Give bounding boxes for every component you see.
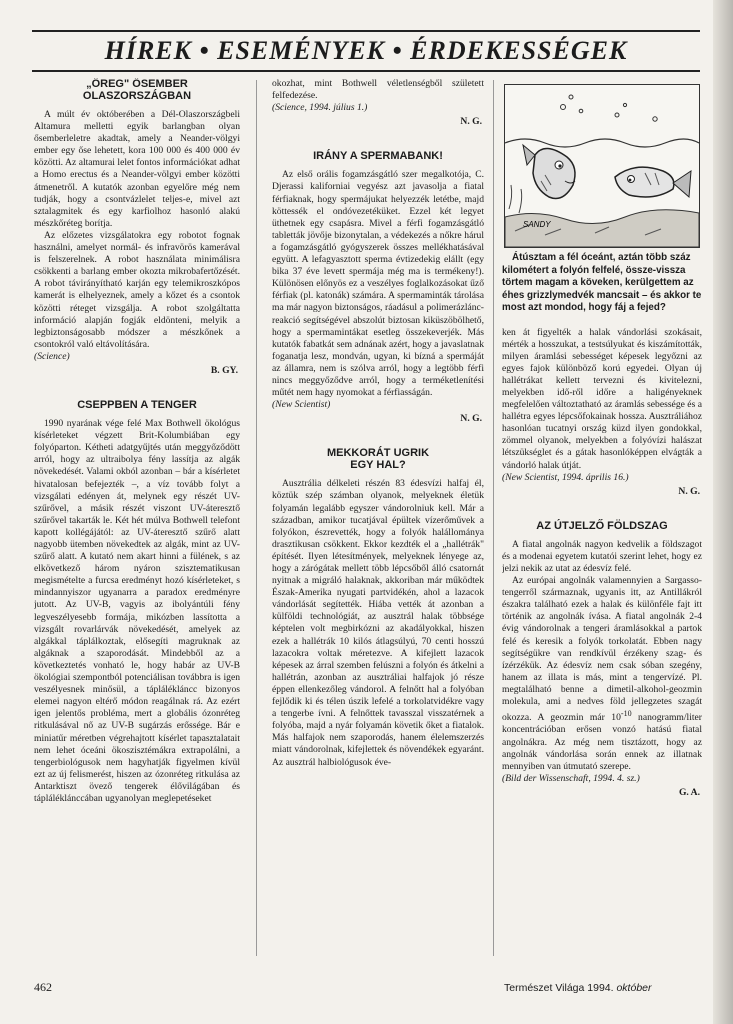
author-signature: N. G. [460, 413, 482, 425]
column-divider-1 [256, 80, 257, 956]
title-line-2: OLASZORSZÁGBAN [82, 90, 192, 102]
article-paragraph: Az előzetes vizsgálatokra egy robotot fognak használni, amelyet normál- és infravörös kamerával is felszerelnek. A robot használata minimálisra csökkenti a barlang ember okozta mikrobafertőzését. A robot távirányítható karján egy telemikroszkópos kamerát is elhelyeznek, amely a kőzet és a csontok közötti réteget vizsgálja. A robot szolgáltatta információ alapján fogják eldönteni, melyik a legbiztonságosabb módszer a mészkőnek a csontokról való eltávolítására. [34, 229, 240, 350]
cartoonist-signature: SANDY [523, 220, 551, 229]
article-title-oreg-osember [34, 78, 240, 102]
page-edge-shadow [713, 0, 733, 1024]
article-source: (Bild der Wissenschaft, 1994. 4. sz.) [502, 772, 640, 784]
article-paragraph: Az első orális fogamzásgátló szer megalkotója, C. Djerassi kaliforniai vegyész azt javasolja a fiatal férfiaknak, hogy spermájukat helyezzék letétbe, majd köttessék el ondóvezetéküket. Ezzel két legyet üthetnek egy csapásra. Mivel a férfi fogamzásgátló tabletták jövője bizonytalan, a védekezés a nőkre hárul a fogamzásgátló gyógyszerek összes mellékhatásával együtt. A lefagyasztott sperma évtizedekig elállt (egy bika 37 éve levett spermája még ma is termékeny!). Különösen előnyös ez a veszélyes foglalkozásokat űző férfiak (pl. katonák) számára. A spermaminták tárolása ma már nagyon biztonságos, ráadásul a polimerázlánc-reakció segítségével abszolút biztosan kiküszöbölhető, hogy a spermamintákat esetleg összekeverjék. Más kutatók fabatkát sem adnának azért, hogy a javaslatnak foganatja lesz, mondván, ugyan, ki bízná a spermáját az államra, nem is szólva arról, hogy a legtöbb férfi nincs meggyőződve arról, hogy a terméketlenítési műtét nem hagy nyomokat a férfiasságán. [272, 169, 484, 399]
article-source: (Science) [34, 350, 70, 362]
author-signature: G. A. [678, 786, 700, 798]
journal-name: Természet Világa 1994. [504, 982, 614, 994]
author-signature: N. G. [460, 116, 482, 128]
exponent: -10 [620, 709, 632, 719]
article-source: (Science, 1994. július 1.) [272, 102, 368, 114]
author-signature: B. GY. [210, 364, 238, 376]
journal-footer [504, 982, 652, 994]
paragraph-text-end: nanogramm/liter koncentrációban erősen vonzó hatású fiatal angolnákra. Az még nem tisztázott, hogy az angolnák vándorlása során ennek az illatnak mennyiben van útmutató szerepe. [502, 712, 702, 772]
article-title-cseppben: CSEPPBEN A TENGER [77, 399, 197, 412]
title-line-2: EGY HAL? [350, 459, 406, 472]
column-2 [272, 78, 484, 960]
column-3 [502, 78, 702, 960]
fish-cartoon-illustration [504, 84, 700, 248]
article-source: (New Scientist) [272, 399, 331, 411]
paragraph-text: Az európai angolnák valamennyien a Sargasso-tengerről származnak, ugyanis itt, az Antillákról északra található ezek a halak és különféle fajt itt történik az angolnák ívása. A fiatal angolnák 2-4 évig vándorolnak a tengeri áramlásokkal a partok felé és keresik a folyók torkolatát. Ebben nagy segítségükre van rendkívül érzékeny szag- és ízérzékük. Az édesvíz nem csak sóban szegény, hanem az illata is más, mint a tengervízé. Pl. megtalálható benne a dimetil-alkohol-geozmin molekula, ami a nedves föld jellegzetes szagát okozza. A geozmin már 10 [502, 575, 702, 724]
article-paragraph: 1990 nyarának vége felé Max Bothwell ökológus kísérleteket végzett Brit-Kolumbiában egy folyóparton. Kétheti adatgyűjtés után meggyőződött arról, hogy az ultraibolya fény lassítja az algák növekedését. Valami okból azonban – bár a kísérletet hivatalosan befejezték –, a víz tovább folyt a vizsgálati edényen át, melynek egy részét UV-szűrővel, a másik részét viszont UV-áteresztő szűrővel takarták le. Két hét múlva Bothwell telefont kapott kollégájától: az UV-áteresztő szűrő alatt nagyobb ütemben növekedtek az algák, mint az UV-szűrő alatt. A kutató nem akart hinni a fülének, s az elkövetkező három nyáron szisztematikusan megismételte a furcsa eredményt hozó kísérleteket, s mindannyiszor ugyanarra a paradox eredményre jutott. Az UV-B, vagyis az ibolyántúli fény legveszélyesebb formája, mikózben lassította a vizsgált rovarlárvák növekedését, amelyek az algákkal táplálkoztak, elősegíti magruknak az algáknak a szaporodását. Mindebből az a következtetés vonható le, hogy habár az UV-B ökológiai szempontból potenciálisan továbbra is igen veszélyesnek minősül, a táplálékláncc bizonyos elemei nagyon eltérő módon reagálnak rá. Az ezért igen jelentős probléma, mert a globális ózonréteg ritkulásával nő az UV-B sugárzás erőssége. Bár e miniatűr méretben végrehajtott kísérlet tapasztalatait nem lehet óceáni ökoszisztémákra extrapolálni, a tengerbiológusok nem hagyhatják figyelmen kívül ezt az új felismerést, hiszen az ózonréteg ritkulása az Antarktiszt övező tengerek élővilágában és tápláléklánccában ugyanolyan meglepetéseket [34, 418, 240, 804]
article-title-utjelzo-foldszag: AZ ÚTJELZŐ FÖLDSZAG [536, 519, 668, 532]
article-title-spermabank: IRÁNY A SPERMABANK! [313, 150, 443, 163]
fish-cartoon-drawing [505, 85, 699, 247]
article-paragraph-continued: okozhat, mint Bothwell véletlenségből született felfedezése. [272, 78, 484, 102]
page-number: 462 [34, 980, 52, 994]
article-paragraph [502, 575, 702, 773]
title-line-1: „ÖREG" ŐSEMBER [86, 78, 188, 90]
article-paragraph-continued: ken át figyelték a halak vándorlási szokásait, mérték a hosszukat, a testsúlyukat és kiszámították, milyen áramlási sebességet képesek legyőzni az egyes fajok különböző korú egyedei. Olyan új hallétrákat kellett tervezni és kivitelezni, melyekben idő-ről időre a haligényeknek megfelelően változtatható az áramlás sebessége és a hallétra egyes lépcsőfokainak hossza. Ausztráliához hasonlóan tucatnyi ország küzd ilyen gondokkal, zömmel olyanok, melyekben a folyóvízi halászat létszükséglet és a gátak hasonlóképpen elvágták a vándorló halak útját. [502, 326, 702, 471]
article-paragraph: A múlt év októberében a Dél-Olaszországbeli Altamura melletti egyik barlangban olyan ősemberleletre akadtak, amely a Neander-völgyi ember egy őse lehetett, kora 100 000 és 400 000 év közötti. Az altamurai lelet fontos információkat adhat a Homo erectus és a Neander-völgyi ember közötti átmenetről. A kutatók azonban egyelőre még nem tudják, hogy a csontvázlelet teljes-e, mivel azt sztalagmitek és egy karfiolhoz hasonló alakú mészkőréteg borítja. [34, 109, 240, 229]
journal-month: október [616, 982, 652, 994]
title-line-1: MEKKORÁT UGRIK [326, 447, 430, 460]
article-title-mekkorat-ugrik [272, 447, 484, 471]
article-source: (New Scientist, 1994. április 16.) [502, 471, 629, 483]
column-divider-2 [493, 80, 494, 956]
section-masthead: HÍREK • ESEMÉNYEK • ÉRDEKESSÉGEK [32, 30, 700, 72]
article-paragraph: A fiatal angolnák nagyon kedvelik a földszagot és a modenai egyetem kutatói szerint lehet, hogy ez jelzi nekik az utat az édesvíz felé. [502, 538, 702, 574]
column-1 [34, 78, 240, 960]
author-signature: N. G. [678, 485, 700, 497]
cartoon-caption: Átúsztam a fél óceánt, aztán több száz kilométert a folyón felfelé, össze-vissza törtem magam a köveken, kerülgettem az éhes grizzlymedvék mancsait – és akkor te most azt mondod, hogy fáj a fejed? [502, 252, 702, 313]
article-paragraph: Ausztrália délkeleti részén 83 édesvízi halfaj él, köztük szép számban olyanok, melyeknek életük folyamán legalább egyszer vándorolniuk kell. Már a században, amikor tucatjával épültek vízerőművek a folyókon, észrevették, hogy a folyók halállománya drasztikusan csökkent. Ekkor kezdték el a „hallétrák" építését. Ilyen létesítmények, melyeknek lényege az, hogy a zárógátak mellett több lépcsőből álló csatornát nyitnak a migráló halaknak, akkoriban már működtek Észak-Amerika nyugati partvidékén, ahol a lazacok vándorlását segítették. Hiába vették át azonban a külföldi technológiát, az ausztrál halak többsége képtelen volt megbirkózni az akadályokkal, hiszen ezek a hallétrák 10 kilós átlagsúlyú, 70 centi hosszú lazacokra voltak méretezve. A kifejlett lazacok képesek az árral szemben felúszni a folyón és átkelni a hallétrán, azonban az ausztráliai halfajok jó része éppen ellenkezőleg vándorol. A felnőtt hal a folyóban fejlődik ki és télen úszik lefelé a torkolatvidékre vagy a tengerbe ívni. A felnőttek tavasszal visszatérnek a folyóba, majd a nyár folyamán követik őket a fiatalok. Más halfajok nem szaporodás, hanem élelemszerzés miatt vándorolnak, kifejlettek és növendékek egyaránt. Az ausztrál halbiológusok éve- [272, 478, 484, 768]
